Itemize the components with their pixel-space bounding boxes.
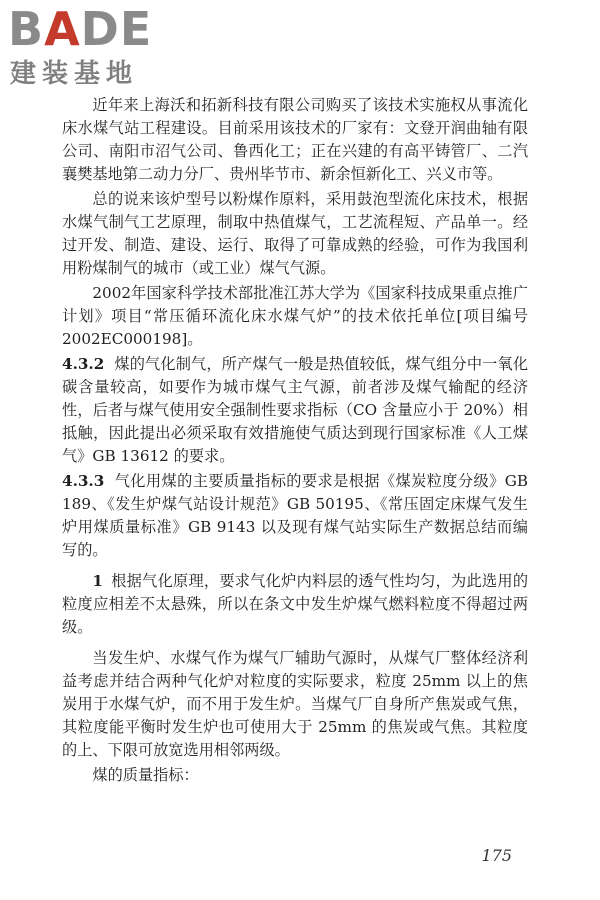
item-number: 1 <box>92 572 103 590</box>
logo-wordmark <box>8 4 152 54</box>
section-number: 4.3.2 <box>62 355 105 373</box>
logo-letter-b: B <box>8 2 45 56</box>
document-body <box>62 94 528 789</box>
paragraph-summary: 总的说来该炉型号以粉煤作原料，采用鼓泡型流化床技术，根据水煤气制气工艺原理，制取中热值煤气，工艺流程短、产品单一。经过开发、制造、建设、运行、取得了可靠成熟的经验，可作为我国利用粉煤制气的城市（或工业）煤气气源。 <box>62 190 528 277</box>
item-text: 根据气化原理，要求气化炉内料层的透气性均匀，为此选用的粒度应相差不太悬殊，所以在条文中发生炉煤气燃料粒度不得超过两级。 <box>62 572 528 636</box>
paragraph-quality-indicators: 煤的质量指标： <box>92 766 199 784</box>
logo-letter-a: A <box>44 2 81 56</box>
logo-subtitle: 建装基地 <box>10 59 139 89</box>
bade-logo <box>8 4 178 94</box>
section-text: 煤的气化制气，所产煤气一般是热值较低，煤气组分中一氧化碳含量较高，如要作为城市煤气主气源，前者涉及煤气输配的经济性，后者与煤气使用安全强制性要求指标（CO 含量应小于 20%）相抵触，因此提出必须采取有效措施使气质达到现行国家标准《人工煤气》GB 13612 的要求。 <box>62 355 528 465</box>
section-4-3-2 <box>62 353 528 468</box>
list-item-1 <box>62 570 528 639</box>
paragraph-company-adoption: 近年来上海沃和拓新科技有限公司购买了该技术实施权从事流化床水煤气站工程建设。目前采用该技术的厂家有：文登开润曲轴有限公司、南阳市沼气公司、鲁西化工；正在兴建的有高平铸管厂、二汽襄樊基地第二动力分厂、贵州毕节市、新余恒新化工、兴义市等。 <box>62 96 528 183</box>
section-4-3-3 <box>62 470 528 562</box>
section-number: 4.3.3 <box>62 472 105 490</box>
page-number: 175 <box>481 846 512 865</box>
paragraph-auxiliary-source: 当发生炉、水煤气作为煤气厂辅助气源时，从煤气厂整体经济利益考虑并结合两种气化炉对粒度的实际要求，粒度 25mm 以上的焦炭用于水煤气炉，而不用于发生炉。当煤气厂自身所产焦炭或气焦，其粒度能平衡时发生炉也可使用大于 25mm 的焦炭或气焦。其粒度的上、下限可放宽选用相邻两级。 <box>62 649 528 759</box>
section-text: 气化用煤的主要质量指标的要求是根据《煤炭粒度分级》GB 189、《发生炉煤气站设计规范》GB 50195、《常压固定床煤气发生炉用煤质量标准》GB 9143 以及现有煤气站实际生产数据总结而编写的。 <box>62 472 528 559</box>
logo-letters-de: DE <box>80 2 153 56</box>
paragraph-national-plan: 2002年国家科学技术部批准江苏大学为《国家科技成果重点推广计划》项目“常压循环流化床水煤气炉”的技术依托单位[项目编号 2002EC000198]。 <box>62 284 528 348</box>
